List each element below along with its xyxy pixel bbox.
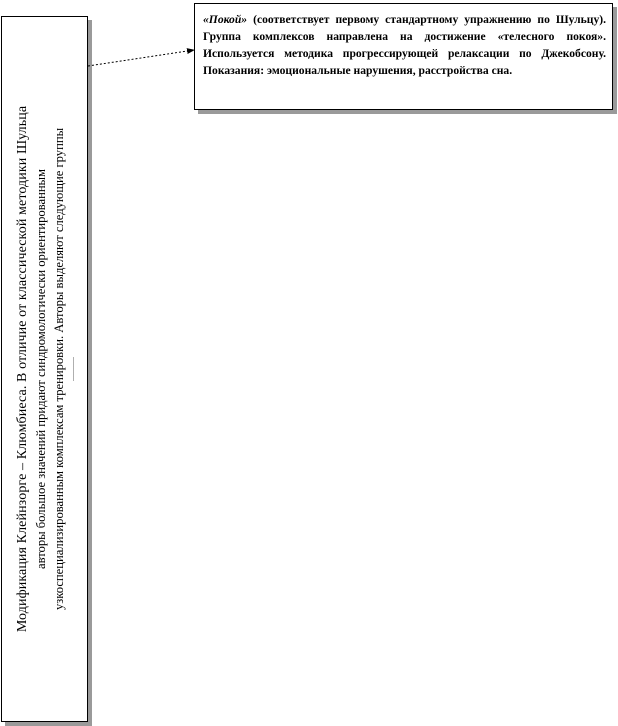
- right-description-box: [194, 3, 613, 110]
- left-text-line-1: Модификация Клейнзорге – Клюмбиеса. В отличие от классической методики Шульца: [14, 105, 30, 633]
- right-description-text: [203, 11, 606, 79]
- left-description-box: [1, 16, 88, 722]
- right-box-body: (соответствует первому стандартному упражнению по Шульцу). Группа комплексов направлена на достижение «телесного покоя». Используется методика прогрессирующей релаксации по Джекобсону. Показания: эмоциональные нарушения, расстройства сна.: [203, 13, 606, 77]
- left-description-text: [14, 24, 76, 714]
- connector-line: [88, 50, 194, 66]
- right-box-title: «Покой»: [203, 13, 248, 26]
- left-text-line-3: узкоспециализированным комплексам тренировки. Авторы выделяют следующие группы: [51, 127, 66, 611]
- left-text-line-4: ............: [66, 357, 76, 381]
- left-text-line-2: авторы большое значений придают синдромологически ориентированным: [33, 169, 48, 570]
